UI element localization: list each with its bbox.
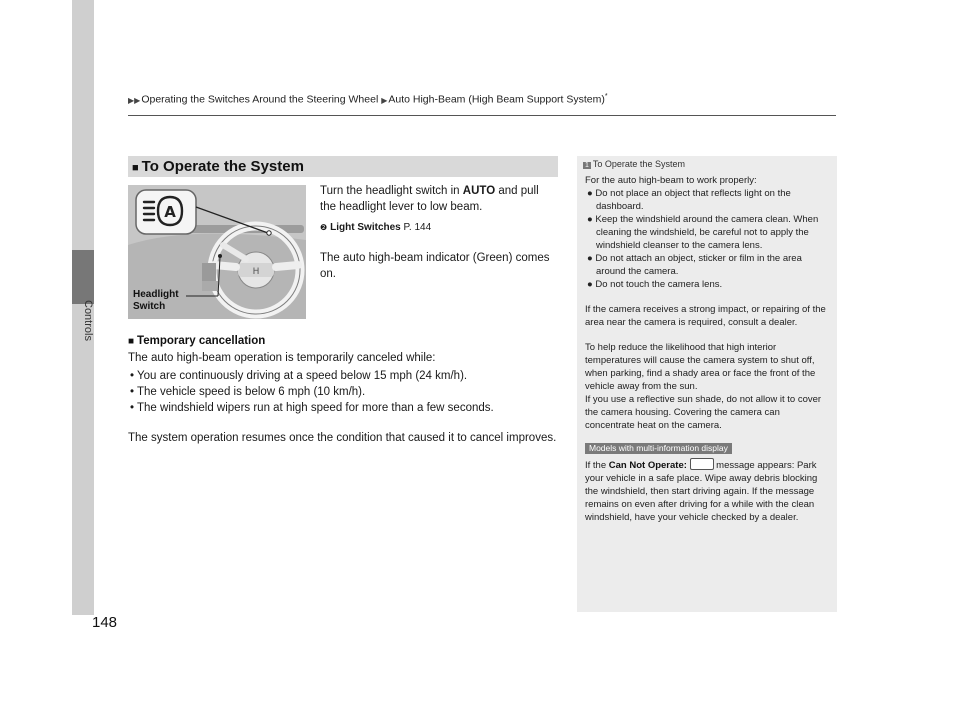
- cross-reference[interactable]: [320, 220, 555, 236]
- indicator-text: The auto high-beam indicator (Green) comes on.: [320, 252, 550, 280]
- note-marker-icon: 1: [585, 162, 589, 169]
- subhead-square-icon: ■: [128, 336, 135, 347]
- step-text-suffix: and pull the headlight lever to low beam.: [320, 185, 539, 213]
- temporary-intro: The auto high-beam operation is temporarily canceled while:: [128, 352, 436, 364]
- note-intro: For the auto high-beam to work properly:: [585, 175, 757, 186]
- note-sunshade: If you use a reflective sun shade, do not allow it to cover the camera housing. Covering the camera can concentrate heat on the camera.: [585, 394, 822, 431]
- camera-message-icon: [690, 458, 714, 470]
- temporary-heading-text: Temporary cancellation: [137, 335, 266, 347]
- svg-text:H: H: [252, 267, 260, 277]
- temporary-bullet-list: [128, 368, 568, 416]
- note-bullet-list: [585, 187, 829, 291]
- resume-text: The system operation resumes once the condition that caused it to cancel improves.: [128, 432, 557, 444]
- figure-caption-line-1: Headlight: [133, 289, 179, 300]
- step-text-prefix: Turn the headlight switch in: [320, 185, 463, 197]
- note-impact: If the camera receives a strong impact, or repairing of the area near the camera is required, consult a dealer.: [585, 304, 826, 328]
- note-title: 1 To Operate the System: [585, 159, 685, 169]
- temporary-cancellation-heading: [128, 335, 265, 347]
- side-tab-active-marker: [72, 250, 94, 304]
- footnote-mark: *: [604, 93, 608, 100]
- svg-text:A: A: [164, 203, 176, 221]
- reference-page: P. 144: [403, 222, 432, 233]
- list-item: • The vehicle speed is below 6 mph (10 km/h).: [130, 386, 366, 398]
- side-note-box: [577, 156, 837, 612]
- side-tab-label: Controls: [82, 300, 94, 341]
- breadcrumb-part-1[interactable]: Operating the Switches Around the Steering Wheel: [141, 93, 379, 106]
- list-item: ● Keep the windshield around the camera clean. When cleaning the windshield, be careful not to apply the windshield cleanser to the camera lens.: [587, 214, 819, 251]
- breadcrumb-arrow-icon: ▶▶: [128, 95, 141, 105]
- figure-caption-line-2: Switch: [133, 301, 166, 312]
- breadcrumb: [128, 93, 608, 106]
- figure-caption: [133, 289, 179, 313]
- models-badge: Models with multi-information display: [585, 443, 732, 454]
- list-item: ● Do not place an object that reflects light on the dashboard.: [587, 188, 791, 212]
- list-item: ● Do not touch the camera lens.: [587, 279, 723, 290]
- list-item: ● Do not attach an object, sticker or film in the area around the camera.: [587, 253, 802, 277]
- cannot-operate-text: If the Can Not Operate: message appears: Park your vehicle in a safe place. Wipe away debris blocking the windshield, then start driving again. If the message remains on even after driving for a while with the clean windshield, have your vehicle checked by a dealer.: [585, 460, 818, 523]
- steering-wheel-figure: [128, 185, 306, 319]
- note-temperature: To help reduce the likelihood that high interior temperatures will cause the camera system to shut off, when parking, find a shady area or face the front of the vehicle away from the sun.: [585, 342, 816, 392]
- reference-label[interactable]: Light Switches: [330, 222, 401, 233]
- step-main-text: [320, 183, 555, 215]
- section-square-icon: ■: [132, 162, 139, 174]
- step-instruction: [320, 183, 555, 282]
- reference-arrow-icon: ❷: [320, 223, 328, 232]
- list-item: • The windshield wipers run at high speed for more than a few seconds.: [130, 402, 494, 414]
- section-header: [128, 156, 558, 177]
- breadcrumb-arrow-icon: ▶: [381, 95, 388, 105]
- temporary-cancellation-body: [128, 350, 568, 446]
- header-rule: [128, 115, 836, 116]
- step-text-bold: AUTO: [462, 185, 496, 197]
- section-title: To Operate the System: [141, 158, 304, 175]
- breadcrumb-part-2[interactable]: Auto High-Beam (High Beam Support System): [388, 93, 605, 106]
- list-item: • You are continuously driving at a speed below 15 mph (24 km/h).: [130, 370, 468, 382]
- page-number: 148: [92, 614, 118, 631]
